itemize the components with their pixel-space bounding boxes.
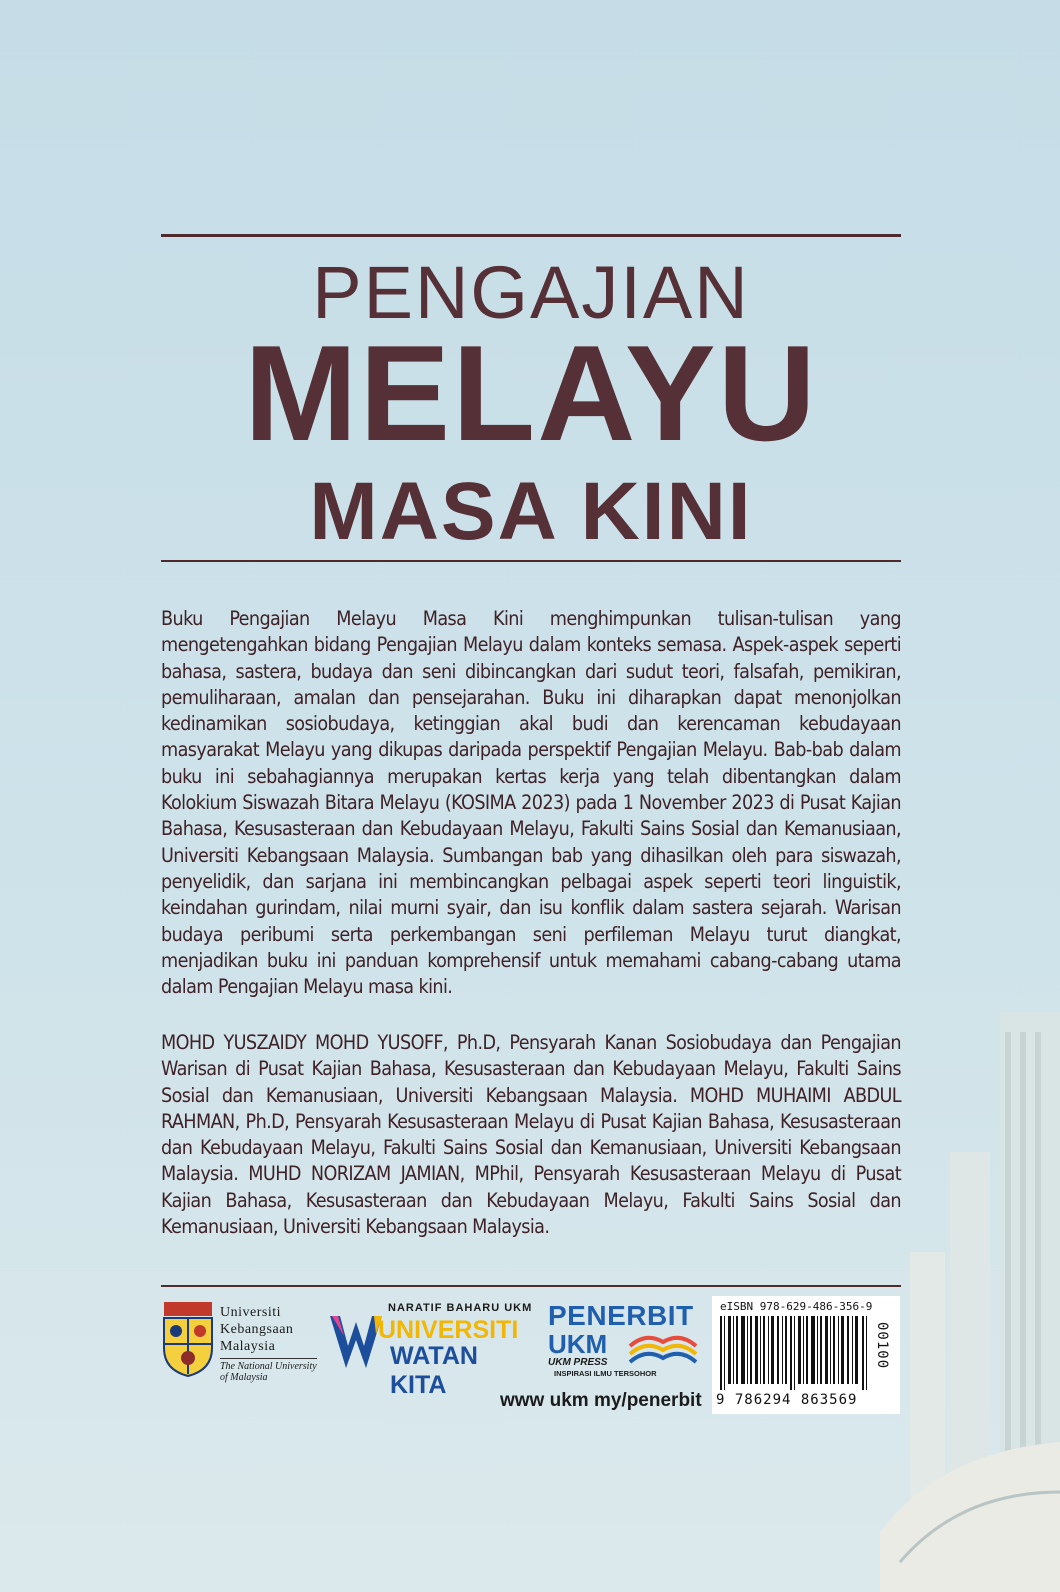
penerbit-ukm-logo <box>548 1300 698 1378</box>
barcode <box>712 1296 900 1414</box>
ukm-subtitle-1: The National University <box>220 1358 317 1372</box>
penerbit-line-4: INSPIRASI ILMU TERSOHOR <box>554 1369 657 1378</box>
barcode-bars <box>720 1316 870 1390</box>
penerbit-line-2: UKM <box>548 1329 608 1359</box>
city-skyline-illustration <box>880 972 1060 1592</box>
price-code-text: 00100 <box>874 1322 890 1370</box>
ukm-line-3: Malaysia <box>220 1339 276 1354</box>
title-bottom-divider <box>161 560 901 562</box>
open-book-icon <box>628 1332 698 1368</box>
ukm-line-2: Kebangsaan <box>220 1322 294 1337</box>
uwk-line-1: UNIVERSITI <box>378 1316 519 1344</box>
title-line-3: MASA KINI <box>309 466 753 557</box>
authors-bio-paragraph: MOHD YUSZAIDY MOHD YUSOFF, Ph.D, Pensyarah Kanan Sosiobudaya dan Pengajian Warisan di Pusat Kajian Bahasa, Kesusasteraan dan Kebudayaan Melayu, Fakulti Sains Sosial dan Kemanusiaan, Universiti Kebangsaan Malaysia. MOHD MUHAIMI ABDUL RAHMAN, Ph.D, Pensyarah Kesusasteraan Melayu di Pusat Kajian Bahasa, Kesusasteraan dan Kebudayaan Melayu, Fakulti Sains Sosial dan Kemanusiaan, Universiti Kebangsaan Malaysia. MUHD NORIZAM JAMIAN, MPhil, Pensyarah Kesusasteraan Melayu di Pusat Kajian Bahasa, Kesusasteraan dan Kebudayaan Melayu, Fakulti Sains Sosial dan Kemanusiaan, Universiti Kebangsaan Malaysia. <box>161 1031 901 1239</box>
eisbn-label: eISBN 978-629-486-356-9 <box>720 1300 873 1313</box>
penerbit-line-3: UKM PRESS <box>548 1357 608 1368</box>
ukm-crest-icon <box>160 1300 216 1378</box>
title-line-2: MELAYU <box>244 317 818 469</box>
top-divider <box>161 234 901 237</box>
title-line-1: PENGAJIAN <box>312 251 750 334</box>
universiti-watan-kita-logo <box>330 1302 538 1399</box>
publisher-url: www ukm my/penerbit <box>500 1390 702 1411</box>
ukm-line-1: Universiti <box>220 1305 281 1320</box>
uwk-line-2: WATAN KITA <box>390 1342 478 1399</box>
synopsis-paragraph: Buku Pengajian Melayu Masa Kini menghimpunkan tulisan-tulisan yang mengetengahkan bidang Pengajian Melayu dalam konteks semasa. Aspek-aspek seperti bahasa, sastera, budaya dan seni dibincangkan dari sudut teori, falsafah, pemikiran, pemuliharaan, amalan dan pensejarahan. Buku ini diharapkan dapat menonjolkan kedinamikan sosiobudaya, ketinggian akal budi dan kerencaman kebudayaan masyarakat Melayu yang dikupas daripada perspektif Pengajian Melayu. Bab-bab dalam buku ini sebahagiannya merupakan kertas kerja yang telah dibentangkan dalam Kolokium Siswazah Bitara Melayu (KOSIMA 2023) pada 1 November 2023 di Pusat Kajian Bahasa, Kesusasteraan dan Kebudayaan Melayu, Fakulti Sains Sosial dan Kemanusiaan, Universiti Kebangsaan Malaysia. Sumbangan bab yang dihasilkan oleh para siswazah, penyelidik, dan sarjana ini membincangkan pelbagai aspek seperti teori linguistik, keindahan gurindam, nilai murni syair, dan isu konflik dalam sastera sejarah. Warisan budaya peribumi serta perkembangan seni perfileman Melayu turut diangkat, menjadikan buku ini panduan komprehensif untuk memahami cabang-cabang utama dalam Pengajian Melayu masa kini. <box>161 607 901 999</box>
barcode-digits: 9 786294 863569 <box>716 1392 858 1408</box>
ukm-logo <box>160 1300 324 1396</box>
footer-divider <box>161 1285 901 1287</box>
uwk-tagline: NARATIF BAHARU UKM <box>388 1302 533 1314</box>
ukm-subtitle-2: of Malaysia <box>220 1372 268 1383</box>
price-code <box>870 1322 894 1392</box>
penerbit-line-1: PENERBIT <box>548 1300 694 1331</box>
